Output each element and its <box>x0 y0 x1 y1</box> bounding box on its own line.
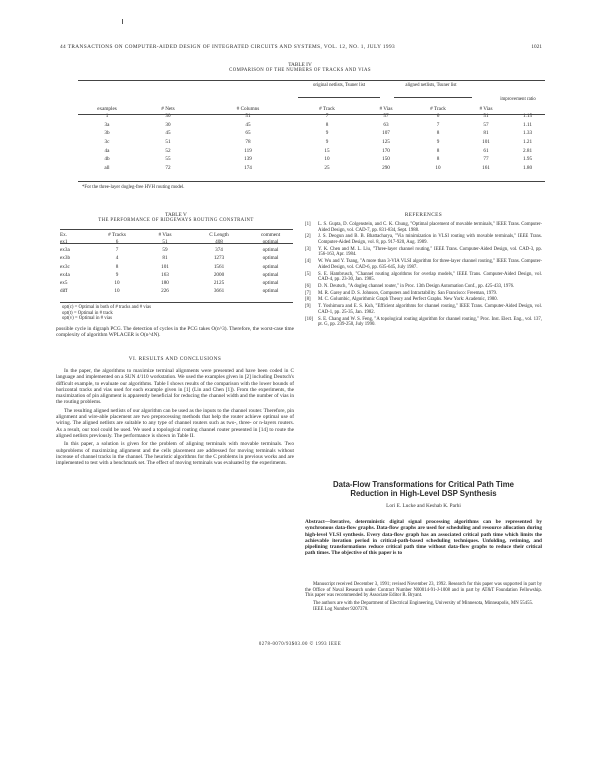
table5-cell: 226 <box>161 288 169 295</box>
table5-caption: THE PERFORMANCE OF RIDGEWAYS ROUTING CONSTRAINT <box>98 218 254 223</box>
table4-cell: 9 <box>325 139 329 146</box>
table5-cell: ex4a <box>60 271 70 278</box>
reference-number: [1] <box>305 222 311 227</box>
article-title-line: Data-Flow Transformations for Critical Path Time <box>333 480 514 489</box>
table4-cell: 174 <box>244 164 252 171</box>
table5-cell: 10 <box>114 280 120 287</box>
table4-cell: 8 <box>436 156 440 163</box>
table5-cell: optimal <box>262 239 279 246</box>
table4-cell: 1.80 <box>522 164 533 171</box>
reference-number: [3] <box>305 246 311 252</box>
table4-cell: 107 <box>382 130 390 137</box>
reference-number: [10] <box>305 316 313 322</box>
reference-text: M. R. Garey and D. S. Johnson, Computers and Intractability. San Francisco: Freeman, 1979. <box>318 290 498 296</box>
reference-number: [5] <box>305 271 311 277</box>
reference-number: [9] <box>305 304 311 310</box>
table4-cell: 10 <box>324 156 330 163</box>
table4-cell: 2.81 <box>522 147 533 154</box>
table4-cell: 81 <box>483 130 489 137</box>
table4-cell: all <box>104 164 110 171</box>
table4-cell: 72 <box>165 164 171 171</box>
article-footnote: IEEE Log Number 9207378. <box>313 607 369 613</box>
table4-group2: aligned netlists, Tsuner list <box>405 83 457 88</box>
table5-note: opt(t) = Optimal in # track <box>62 310 113 316</box>
table4-cell: 4a <box>104 147 110 154</box>
reference-item <box>305 222 542 233</box>
table4-cell: 170 <box>382 147 390 154</box>
table4-cell: 51 <box>483 113 489 120</box>
reference-number: [6] <box>305 283 311 289</box>
table4-cell: 61 <box>483 147 489 154</box>
reference-item <box>305 284 542 290</box>
table4-cell: 7 <box>436 121 440 128</box>
table5-cell: optimal <box>262 263 279 270</box>
references-heading: REFERENCES <box>404 212 443 218</box>
table4-cell: 161 <box>482 164 490 171</box>
table4-cell: 8 <box>325 121 329 128</box>
running-head: 44 TRANSACTIONS ON COMPUTER-AIDED DESIGN OF INTEGRATED CIRCUITS AND SYSTEMS, VOL. 12, NO. 1, JULY 1993 <box>60 44 396 50</box>
table4-cell: 1 <box>105 113 109 120</box>
table5-cell: optimal <box>262 255 279 262</box>
table4-cell: 30 <box>165 121 171 128</box>
table5-cell: optimal <box>262 247 279 254</box>
table4-group1-rule <box>298 97 380 98</box>
table4-cell: 3c <box>104 139 110 146</box>
table5-cell: 2000 <box>213 271 225 278</box>
table4-cell: 77 <box>483 156 489 163</box>
table5-label: TABLE V <box>165 212 187 218</box>
table4-caption: COMPARISON OF THE NUMBERS OF TRACKS AND VIAS <box>229 68 371 73</box>
table4-cell: 1.33 <box>522 130 533 137</box>
table5-cell: 4 <box>115 255 119 262</box>
table5-cell: 2125 <box>213 280 225 287</box>
article-title <box>305 480 542 499</box>
table5-cell: 374 <box>215 247 223 254</box>
reference-item <box>305 272 542 283</box>
table4-top-rule <box>78 80 545 81</box>
table4-row <box>78 164 545 173</box>
table4-cell: 290 <box>382 164 390 171</box>
table4-cell: 57 <box>483 121 489 128</box>
table5-notes <box>62 305 292 322</box>
table4-cell: 10 <box>435 164 441 171</box>
references-list <box>305 222 542 329</box>
copyright-line: 0278-0070/93$03.00 © 1993 IEEE <box>258 642 342 647</box>
table4-cell: 45 <box>165 130 171 137</box>
table5 <box>60 232 293 295</box>
table4-cell: 8 <box>436 147 440 154</box>
table4-cell: 1.95 <box>522 156 533 163</box>
table4-cell: 101 <box>482 139 490 146</box>
table5-row <box>60 246 293 254</box>
table4-cell: 15 <box>324 147 330 154</box>
table4-improvement-label: improvement ratio <box>500 97 536 102</box>
table5-note: opt(v) = Optimal in # vias <box>62 316 113 322</box>
table4-row <box>78 121 545 130</box>
table5-row <box>60 271 293 279</box>
article-footnotes <box>305 582 542 613</box>
article-title-line: Reduction in High-Level DSP Synthesis <box>350 489 497 499</box>
table4-cell: 139 <box>244 156 252 163</box>
table4-cell: 51 <box>165 139 171 146</box>
table5-cell: optimal <box>262 280 279 287</box>
table4-bottom-rule <box>78 181 545 182</box>
table4-cell: 1.15 <box>522 113 533 120</box>
table5-header: # Vias <box>158 232 172 238</box>
reference-text: S. E. Hambrusch, "Channel routing algorithms for overlap models," IEEE Trans. Computer-Aided Design, vol. CAD-4, pp. 23-30, Jan. 1985. <box>318 271 542 283</box>
reference-item <box>305 234 542 245</box>
left-top-paragraph: possible cycle in digraph PCG. The detection of cycles in the PCG takes O(n^3). Therefore, the worst-case time complexity of algorithm WPLACER is O(n^4N). <box>56 326 294 339</box>
table5-cell: 408 <box>215 239 223 246</box>
table5-cell: ex3c <box>60 263 70 270</box>
table5-bottom-rule <box>60 302 293 303</box>
table5-cell: 10 <box>114 288 120 295</box>
table4-cell: 1.11 <box>523 121 532 128</box>
table5-cell: ex3a <box>60 247 70 254</box>
table4-cell: 3a <box>104 121 110 128</box>
table4 <box>78 106 545 172</box>
table5-cell: optimal <box>262 271 279 278</box>
article-footnote: The authors are with the Department of Electrical Engineering, University of Minnesota, Minneapolis, MN 55455. <box>313 600 534 606</box>
table4-header: # Track <box>430 106 446 112</box>
reference-text: T. Yoshimura and E. S. Kuh, "Efficient algorithms for channel routing," IEEE Trans. Computer-Aided Design, vol. CAD-1, pp. 25-35, Jan. 1982. <box>318 304 542 315</box>
table5-cell: 9 <box>115 271 119 278</box>
table4-header: examples <box>97 106 117 112</box>
table5-cell: 180 <box>161 280 169 287</box>
table4-cell: 125 <box>382 139 390 146</box>
table4-cell: 6 <box>436 113 440 120</box>
table4-cell: 9 <box>325 130 329 137</box>
article-authors: Lori E. Lucke and Keshab K. Parhi <box>386 503 461 509</box>
reference-number: [4] <box>305 259 311 265</box>
table5-cell: 81 <box>162 255 168 262</box>
article-footnote: Manuscript received December 3, 1991; revised November 23, 1992. Research for this paper was supported in part by the Office of Naval Research under Contract Number N00014-91-J-1008 and in part by AT&T Foundation Fellowship. This paper was recommended by Associate Editor R. Bryant. <box>305 582 542 599</box>
table4-cell: 78 <box>245 139 251 146</box>
section-heading: VI. RESULTS AND CONCLUSIONS <box>128 356 222 362</box>
page-number: 1021 <box>531 44 542 50</box>
left-body <box>56 368 294 468</box>
body-paragraph: The resulting aligned netlists of our algorithm can be used as the inputs to the channel router. Therefore, pin alignment and wire-able placement are two preprocessing methods that help the router achieve optimal use of wiring. The aligned netlists are suitable to any type of channel routers such as two-, three- or n-layers routers. As a result, our tool could be used. We used a topological routing channel router presented in [14] to route the aligned netlists previously. The performance is shown in Table II. <box>56 407 294 439</box>
table5-row <box>60 287 293 295</box>
table5-cell: diff <box>60 288 68 295</box>
table4-cell: 25 <box>324 164 330 171</box>
table4-cell: 1.21 <box>522 139 533 146</box>
reference-text: M. C. Golumbic, Algorithmic Graph Theory and Perfect Graphs. New York: Academic, 1980. <box>318 297 498 303</box>
reference-number: [7] <box>305 290 311 296</box>
table5-row <box>60 263 293 271</box>
reference-item <box>305 317 542 328</box>
table4-cell: 9 <box>436 139 440 146</box>
table5-cell: ex1 <box>60 239 68 246</box>
table5-cell: 8 <box>115 263 119 270</box>
reference-item <box>305 304 542 315</box>
reference-text: W. Wu and Y. Tsang, "A more than 3-VIA VLSI algorithm for three-layer channel routing," IEEE Trans. Computer-Aided Design, vol. CAD-6, pp. 635-645, July 1987. <box>318 259 542 270</box>
body-paragraph: In the paper, the algorithms to maximize terminal alignments were presented and have been coded in C language and implemented on a SUN 4/110 workstation. We used the examples given in [2] including Deutsch's difficult example, to evaluate our algorithms. Table I shows results of the comparison with the lower bounds of horizontal tracks and vias used for each example given in [1] (Lin and Chen [1]). From the experiments, the maximization of pin alignment is apparently beneficial for reducing the channel width and the number of vias in the routing problems. <box>56 368 294 406</box>
reference-text: L. S. Gupta, D. Colgenstein, and C. K. Chung, "Optimal placement of movable terminals," IEEE Trans. Computer-Aided Design, vol. CAD-7, pp. 831-834, Sept. 1988. <box>318 222 542 233</box>
table5-cell: 163 <box>161 271 169 278</box>
table5-header: Ex. <box>60 232 68 238</box>
table5-cell: optimal <box>262 288 279 295</box>
table5-row <box>60 279 293 287</box>
table5-cell: 7 <box>115 247 119 254</box>
table4-cell: 150 <box>382 156 390 163</box>
table4-cell: 3b <box>104 130 110 137</box>
table5-cell: 1273 <box>213 255 225 262</box>
table4-row <box>78 138 545 147</box>
table4-header: # Nets <box>161 106 175 112</box>
table4-header: # Vias <box>379 106 393 112</box>
table5-cell: ex5 <box>60 280 68 287</box>
reference-text: Y. K. Chen and M. L. Liu, "Three-layer channel routing," IEEE Trans. Computer-Aided Design, vol. CAD-3, pp. 156-163, Apr. 1984. <box>318 246 542 258</box>
table5-cell: 101 <box>161 263 169 270</box>
table5-cell: 6 <box>115 239 119 246</box>
body-paragraph: In this paper, a solution is given for the problem of aligning terminals with movable terminals. Two subproblems of maximizing alignment and the cells placement are addressed for moving terminals without increase of channel tracks in the channel. The heuristic algorithms for the C problems in previous works and are implemented to test with a benchmark set. The effect of moving terminals was evaluated by the experiments. <box>56 441 294 467</box>
table5-top-rule <box>60 229 293 230</box>
table4-cell: 8 <box>436 130 440 137</box>
table4-row <box>78 155 545 164</box>
reference-number: [2] <box>305 234 311 240</box>
table4-row <box>78 146 545 155</box>
scan-mark <box>122 19 123 24</box>
table4-row <box>78 129 545 138</box>
table4-footnote: *For the three-layer dogleg-free HVH routing model. <box>82 185 185 190</box>
table5-cell: 3661 <box>213 288 225 295</box>
table4-header: # Vias <box>479 106 493 112</box>
table4-cell: 7 <box>325 113 329 120</box>
table4-label: TABLE IV <box>288 62 312 68</box>
table4-cell: 51 <box>245 113 251 120</box>
table5-header-rule <box>60 243 293 244</box>
table5-cell: 51 <box>162 239 168 246</box>
table4-cell: 30 <box>165 113 171 120</box>
table4-cell: 55 <box>165 156 171 163</box>
table5-cell: 59 <box>162 247 168 254</box>
table4-header: # Track <box>319 106 335 112</box>
table5-row <box>60 254 293 262</box>
table5-cell: ex3b <box>60 255 71 262</box>
table4-header-rule <box>78 114 545 115</box>
table4-cell: 4b <box>104 156 110 163</box>
table4-cell: 65 <box>245 130 251 137</box>
reference-text: D. N. Deutsch, "A dogleg channel router," in Proc. 13th Design Automation Conf., pp. 425-433, 1976. <box>318 283 515 289</box>
table4-header: # Columns <box>236 106 260 112</box>
reference-text: S. E. Chang and W. S. Feng, "A topological routing algorithm for channel routing," Proc. Inst. Elect. Eng., vol. 137, pt. G, pp. 239-250, July 1990. <box>318 316 542 328</box>
table4-group2-rule <box>394 97 472 98</box>
reference-number: [8] <box>305 297 311 303</box>
table4-cell: 52 <box>165 147 171 154</box>
table4-cell: 63 <box>383 121 389 128</box>
reference-text: J. S. Deogun and B. B. Bhattacharya, "Via minimization in VLSI routing with movable terminals," IEEE Trans. Computer-Aided Design, vol. 8, pp. 917-920, Aug. 1989. <box>318 234 542 245</box>
table4-cell: 57 <box>383 113 389 120</box>
table5-header: # Tracks <box>108 232 126 238</box>
table5-header: C Length <box>209 232 229 238</box>
article-abstract: Abstract—Iterative, deterministic digital signal processing algorithms can be represented by synchronous data-flow graphs. Data-flow graphs are used for scheduling and resource allocation during high-level VLSI synthesis. Every data-flow graph has an associated critical path time which limits the achievable iteration period in critical-path-based scheduling techniques. Unfolding, retiming, and pipelining transformations reduce critical path time without data-flow graphs to reduce their critical path times. The objective of this paper is to <box>305 519 542 557</box>
table4-cell: 119 <box>244 147 252 154</box>
reference-item <box>305 247 542 258</box>
table5-cell: 1561 <box>213 263 225 270</box>
table5-note: opt(c) = Optimal in both of # tracks and # vias <box>62 305 152 310</box>
table5-header: comment <box>260 232 281 238</box>
table4-cell: 45 <box>245 121 251 128</box>
reference-item <box>305 259 542 270</box>
table4-group1: original netlists, Tsuner list <box>312 83 366 88</box>
reference-item <box>305 297 542 303</box>
reference-item <box>305 291 542 297</box>
